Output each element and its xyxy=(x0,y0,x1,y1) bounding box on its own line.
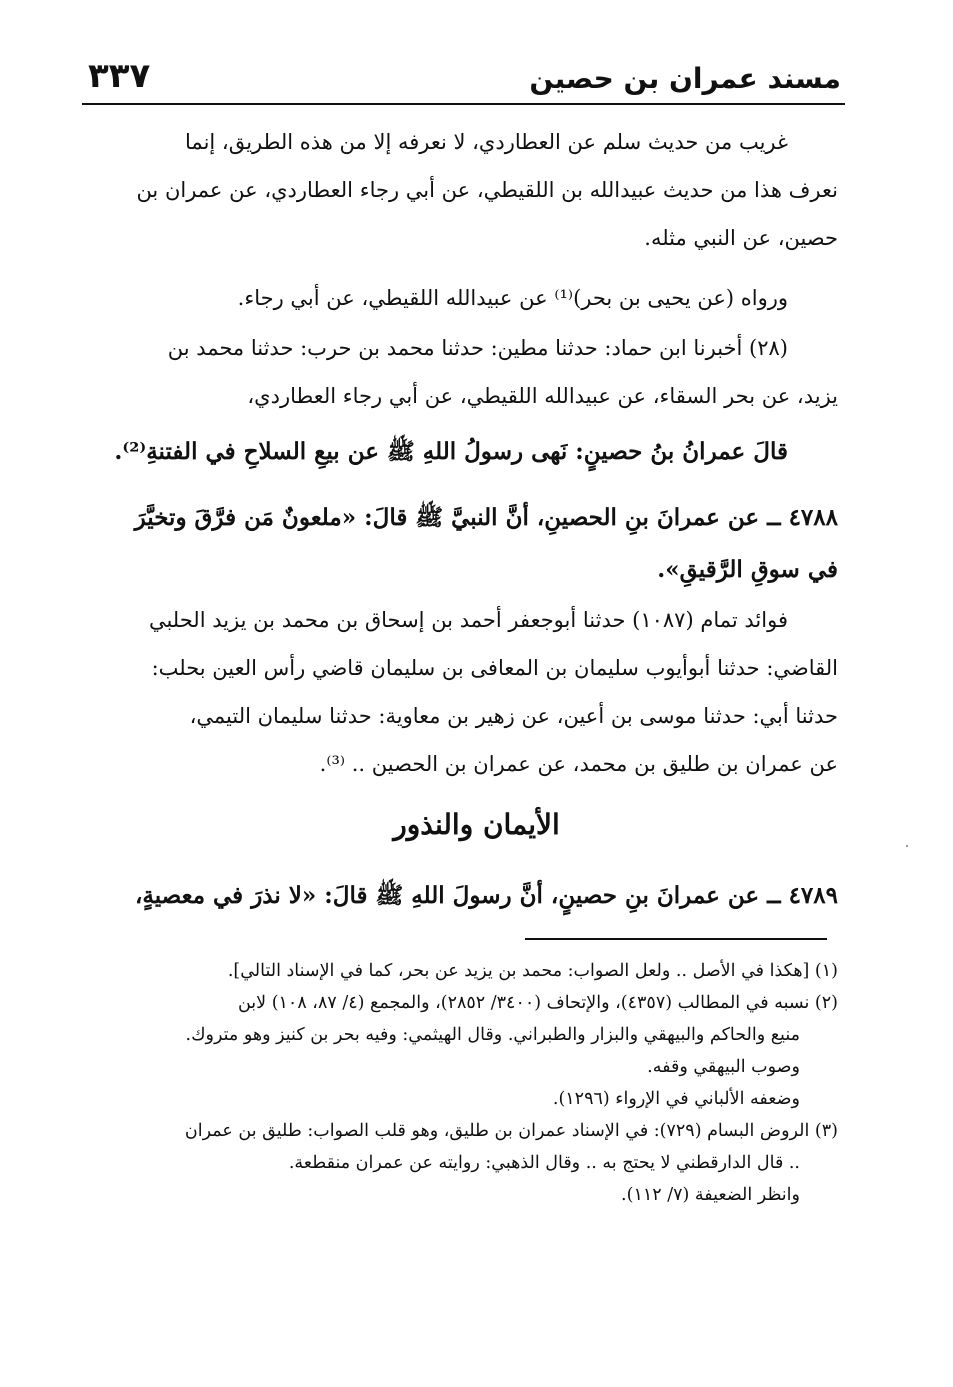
text-line: قالَ عمرانُ بنُ حصينٍ: نَهى رسولُ اللهِ ﷺ عن بيعِ السلاحِ في الفتنةِ⁽²⁾. xyxy=(114,438,788,465)
footnote-2-cont: وضعفه الألباني في الإرواء (١٢٩٦). xyxy=(552,1089,800,1109)
text-line: فوائد تمام (١٠٨٧) حدثنا أبوجعفر أحمد بن إسحاق بن محمد بن يزيد الحلبي xyxy=(148,608,788,632)
text-line: القاضي: حدثنا أبوأيوب سليمان بن المعافى بن سليمان قاضي رأس العين بحلب: xyxy=(151,656,838,680)
footnotes xyxy=(98,955,838,1211)
hadith-4788 xyxy=(90,492,838,596)
text-line: نعرف هذا من حديث عبيدالله بن اللقيطي، عن أبي رجاء العطاردي، عن عمران بن xyxy=(136,178,838,202)
paragraph-fawaid-tammam xyxy=(90,596,838,788)
text-line: حصين، عن النبي مثله. xyxy=(644,226,838,250)
footnote-3-cont: .. قال الدارقطني لا يحتج به .. وقال الذهبي: روايته عن عمران منقطعة. xyxy=(288,1153,800,1173)
paragraph-gharib xyxy=(90,118,838,262)
scan-speck xyxy=(906,845,908,847)
text-line: عن عمران بن طليق بن محمد، عن عمران بن الحصين .. ⁽³⁾. xyxy=(319,752,838,776)
footnote-3-cont: وانظر الضعيفة (٧/ ١١٢). xyxy=(621,1185,800,1205)
footnote-2-cont: وصوب البيهقي وقفه. xyxy=(647,1057,800,1077)
footnote-rule xyxy=(525,938,827,940)
footnote-1: (١) [هكذا في الأصل .. ولعل الصواب: محمد بن يزيد عن بحر، كما في الإسناد التالي]. xyxy=(227,961,838,981)
hadith-matn xyxy=(90,428,838,476)
hadith-4789 xyxy=(90,872,838,920)
footnote-2-cont: منيع والحاكم والبيهقي والبزار والطبراني. وقال الهيثمي: وفيه بحر بن كنيز وهو متروك. xyxy=(185,1025,800,1045)
page-number: ٣٣٧ xyxy=(88,56,151,96)
running-title: مسند عمران بن حصين xyxy=(529,62,841,95)
text-line: يزيد، عن بحر السقاء، عن عبيدالله اللقيطي، عن أبي رجاء العطاردي، xyxy=(247,384,838,408)
text-line: ٤٧٨٨ ــ عن عمرانَ بنِ الحصينِ، أنَّ النبيَّ ﷺ قالَ: «ملعونٌ مَن فرَّقَ وتخيَّرَ xyxy=(134,504,838,531)
text-line: غريب من حديث سلم عن العطاردي، لا نعرفه إلا من هذه الطريق، إنما xyxy=(185,130,788,154)
text-line: في سوقِ الرَّقيقِ». xyxy=(657,556,838,583)
header-rule xyxy=(82,103,845,105)
section-title: الأيمان والنذور xyxy=(393,808,560,841)
text-line: ٤٧٨٩ ــ عن عمرانَ بنِ حصينٍ، أنَّ رسولَ اللهِ ﷺ قالَ: «لا نذرَ في معصيةٍ، xyxy=(134,882,838,909)
footnote-3: (٣) الروض البسام (٧٢٩): في الإسناد عمران بن طليق، وهو قلب الصواب: طليق بن عمران xyxy=(184,1121,838,1141)
text-line: حدثنا أبي: حدثنا موسى بن أعين، عن زهير بن معاوية: حدثنا سليمان التيمي، xyxy=(189,704,838,728)
text-line: (٢٨) أخبرنا ابن حماد: حدثنا مطين: حدثنا محمد بن حرب: حدثنا محمد بن xyxy=(167,336,788,360)
footnote-2: (٢) نسبه في المطالب (٤٣٥٧)، والإتحاف (٣٤٠٠/ ٢٨٥٢)، والمجمع (٤/ ٨٧، ١٠٨) لابن xyxy=(237,993,838,1013)
text-line: ورواه (عن يحيى بن بحر)⁽¹⁾ عن عبيدالله اللقيطي، عن أبي رجاء. xyxy=(237,286,788,310)
paragraph-isnad-28 xyxy=(90,324,838,420)
paragraph-riwayah xyxy=(90,274,838,322)
